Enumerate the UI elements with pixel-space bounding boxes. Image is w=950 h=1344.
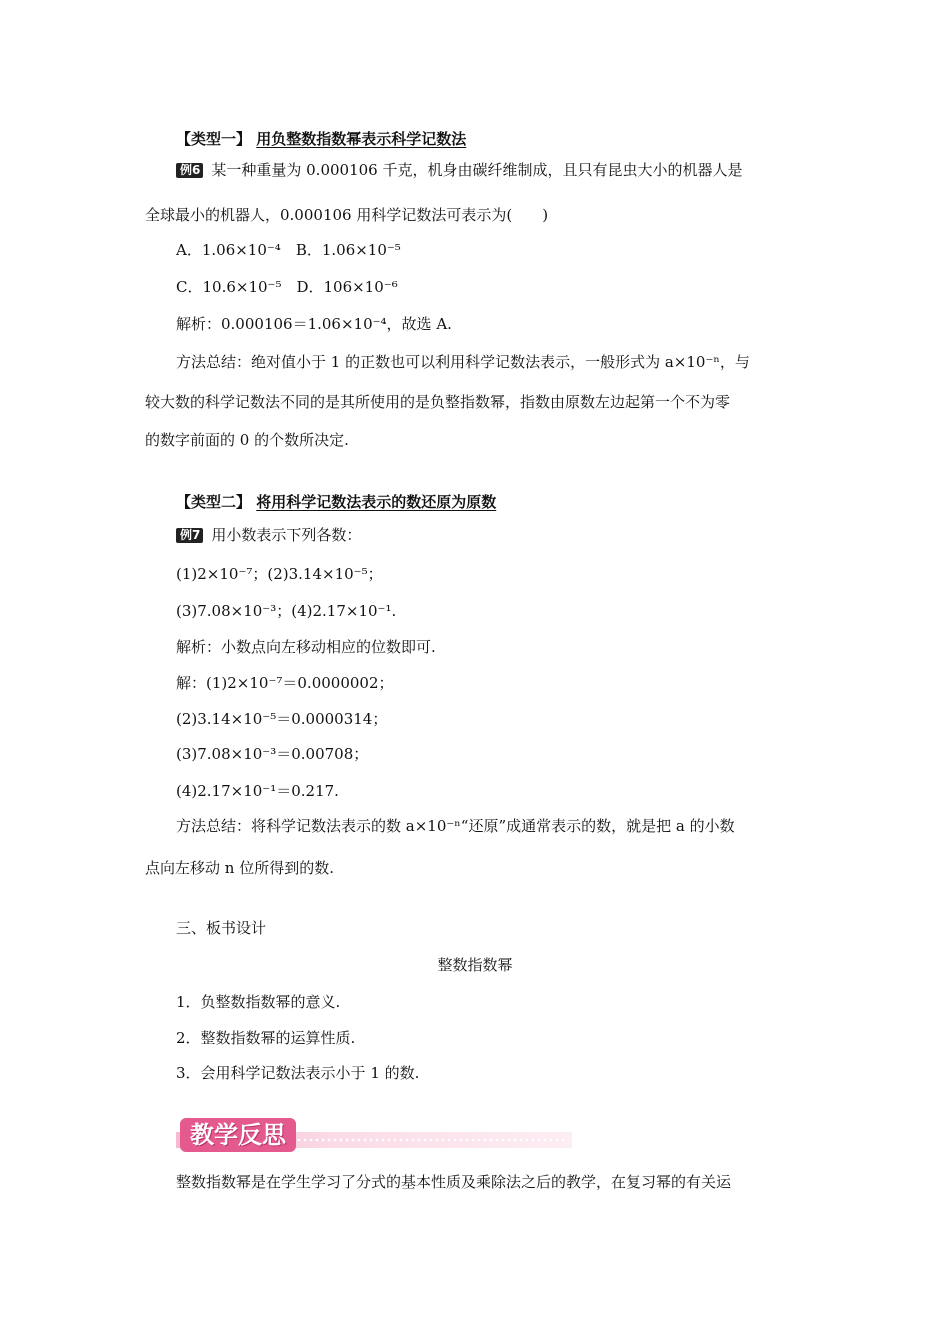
type1-bracket: 【类型一】 — [176, 130, 252, 148]
example7-solution-2: (2)3.14×10⁻⁵＝0.0000314； — [176, 710, 388, 728]
example7-question: 例7 用小数表示下列各数： — [176, 525, 361, 545]
type2-title: 将用科学记数法表示的数还原为原数 — [256, 493, 497, 511]
example7-badge: 例7 — [176, 528, 203, 543]
board-item-2: 2．整数指数幂的运算性质. — [176, 1029, 356, 1047]
example7-analysis: 解析：小数点向左移动相应的位数即可. — [176, 638, 436, 656]
board-section-title: 三、板书设计 — [176, 919, 267, 937]
example6-badge: 例6 — [176, 163, 203, 178]
reflection-banner — [176, 1118, 572, 1154]
board-title: 整数指数幂 — [437, 956, 513, 974]
type1-summary-line1: 方法总结：绝对值小于 1 的正数也可以利用科学记数法表示，一般形式为 a×10⁻ⁿ，与 — [176, 353, 750, 371]
board-item-1: 1．负整数指数幂的意义. — [176, 993, 341, 1011]
type2-summary-line1: 方法总结：将科学记数法表示的数 a×10⁻ⁿ“还原”成通常表示的数，就是把 a 的小数 — [176, 817, 735, 835]
example7-solution-4: (4)2.17×10⁻¹＝0.217. — [176, 782, 339, 800]
example6-question-line1: 例6 某一种重量为 0.000106 千克，机身由碳纤维制成，且只有昆虫大小的机器人是 — [176, 160, 742, 180]
example7-solution-1: 解：(1)2×10⁻⁷＝0.0000002； — [176, 674, 394, 692]
type1-heading — [176, 129, 466, 149]
example6-options-line2: C．10.6×10⁻⁵ D．106×10⁻⁶ — [176, 278, 398, 296]
reflection-banner-dots — [296, 1138, 566, 1142]
example6-question-line2: 全球最小的机器人，0.000106 用科学记数法可表示为( ) — [145, 206, 549, 224]
reflection-text: 整数指数幂是在学生学习了分式的基本性质及乘除法之后的教学，在复习幂的有关运 — [176, 1173, 732, 1191]
example6-options-line1: A．1.06×10⁻⁴ B．1.06×10⁻⁵ — [176, 241, 401, 259]
type1-summary-line2: 较大数的科学记数法不同的是其所使用的是负整指数幂，指数由原数左边起第一个不为零 — [145, 393, 731, 411]
example7-items-line2: (3)7.08×10⁻³；(4)2.17×10⁻¹. — [176, 602, 397, 620]
board-item-3: 3．会用科学记数法表示小于 1 的数. — [176, 1064, 420, 1082]
example7-solution-3: (3)7.08×10⁻³＝0.00708； — [176, 745, 369, 763]
reflection-banner-label: 教学反思 — [180, 1118, 296, 1152]
type2-summary-line2: 点向左移动 n 位所得到的数. — [145, 859, 334, 877]
example6-analysis: 解析：0.000106＝1.06×10⁻⁴，故选 A. — [176, 315, 452, 333]
type1-title: 用负整数指数幂表示科学记数法 — [256, 130, 467, 148]
type2-heading — [176, 492, 496, 512]
type1-summary-line3: 的数字前面的 0 的个数所决定. — [145, 431, 349, 449]
type2-bracket: 【类型二】 — [176, 493, 252, 511]
example7-items-line1: (1)2×10⁻⁷；(2)3.14×10⁻⁵； — [176, 565, 383, 583]
